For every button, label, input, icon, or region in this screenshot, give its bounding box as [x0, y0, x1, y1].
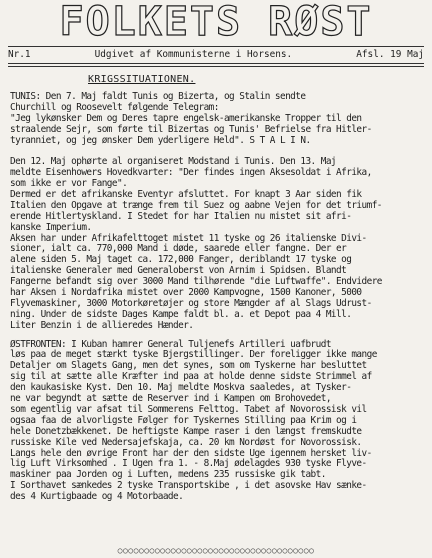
tunis-text-line: Churchill og Roosevelt følgende Telegram:	[10, 101, 219, 113]
tunis-section	[10, 92, 426, 332]
tunis-text-line: har Aksen i Nordafrika mistet over 2000 Kampvogne, 1500 Kanoner, 5000	[10, 287, 362, 299]
tunis-text-line: Flyvemaskiner, 3000 Motorkøretøjer og store Mængder af al Slags Udrust-	[10, 297, 372, 309]
tunis-text-line: Italien den Opgave at trænge frem til Suez og aabne Vejen for det triumf-	[10, 199, 382, 211]
eastern-front-text-line: sig til at sætte alle Kræfter ind paa at holde denne sidste Strimmel af	[10, 371, 372, 383]
eastern-front-text-line: des 4 Kurtigbaade og 4 Motorbaade.	[10, 491, 184, 503]
tunis-text-line: straalende Sejr, som førte til Bizertas og Tunis' Befrielse fra Hitler-	[10, 123, 372, 135]
tunis-text-line: som ikke er vor Fange".	[10, 178, 128, 190]
tunis-text-line: tyranniet, og jeg ønsker Dem yderligere Held". S T A L I N.	[10, 134, 311, 146]
eastern-front-text-line: ØSTFRONTEN: I Kuban hamrer General Tuljenefs Artilleri uafbrudt	[10, 338, 331, 350]
eastern-front-text-line: ogsaa faa de alvorligste Følger for Tyskernes Stilling paa Krim og i	[10, 414, 357, 426]
tunis-text-line: meldte Eisenhowers Hovedkvarter: "Der findes ingen Aksesoldat i Afrika,	[10, 167, 372, 179]
eastern-front-text-line: ne var begyndt at sætte de Reserver ind i Kampen om Brohovedet,	[10, 393, 331, 405]
tunis-text-line: kanske Imperium.	[10, 221, 92, 233]
tunis-text-line: erende Hitlertyskland. I Stedet for har Italien nu mistet sit afri-	[10, 210, 352, 222]
tunis-text-line: "Jeg lykønsker Dem og Deres tapre engelsk-amerikanske Tropper til den	[10, 112, 362, 124]
tunis-text-line: ning. Under de sidste Dages Kampe faldt bl. a. et Depot paa 4 Mill.	[10, 308, 352, 320]
masthead-rule	[8, 46, 424, 47]
eastern-front-text-line: den kaukasiske Kyst. Den 10. Maj meldte Moskva saaledes, at Tysker-	[10, 382, 352, 394]
eastern-front-text-line: I Sorthavet sænkedes 2 tyske Transportskibe , i det asovske Hav sænke-	[10, 480, 367, 492]
eastern-front-text-line: Langs hele den øvrige Front har der den sidste Uge igennem hersket liv-	[10, 447, 372, 459]
masthead-title: FOLKETS RØST	[59, 0, 373, 45]
tunis-text-line: Liter Benzin i de allieredes Hænder.	[10, 319, 194, 331]
eastern-front-text-line: hele Donetzbækkenet. De heftigste Kampe raser i den længst fremskudte	[10, 425, 362, 437]
eastern-front-text-line: løs paa de meget stærkt tyske Bjergstillinger. Der foreligger ikke mange	[10, 349, 377, 361]
tunis-text-line: TUNIS: Den 7. Maj faldt Tunis og Bizerta, og Stalin sendte	[10, 91, 306, 102]
publisher-line: Udgivet af Kommunisterne i Horsens.	[94, 49, 293, 60]
tunis-text-line: Dermed er det afrikanske Eventyr afsluttet. For knapt 3 Aar siden fik	[10, 189, 362, 201]
masthead	[0, 0, 432, 44]
issue-number: Nr.1	[8, 49, 31, 60]
tunis-text-line: sioner, ialt ca. 770,000 Mand i døde, saarede eller fangne. Der er	[10, 243, 347, 255]
eastern-front-section	[10, 340, 426, 503]
footer-divider: ○○○○○○○○○○○○○○○○○○○○○○○○○○○○○○○○○○○○○	[117, 546, 315, 555]
eastern-front-text-line: lig Luft Virksomhed . I Ugen fra 1. - 8.Maj ødelagdes 930 tyske Flyve-	[10, 458, 367, 470]
eastern-front-text-line: Detaljer om Slagets Gang, men det synes, som om Tyskerne har besluttet	[10, 360, 367, 372]
tunis-text-line: italienske Generaler med Generaloberst von Arnim i Spidsen. Blandt	[10, 265, 347, 277]
eastern-front-text-line: russiske Kile ved Nedersajefskaja, ca. 20 km Nordøst for Novorossisk.	[10, 436, 362, 448]
tunis-text-line: Den 12. Maj ophørte al organiseret Modstand i Tunis. Den 13. Maj	[10, 156, 337, 168]
tunis-text-line: alene siden 5. Maj taget ca. 172,000 Fanger, deriblandt 17 tyske og	[10, 254, 352, 266]
info-rule-top	[8, 63, 424, 64]
info-rule-bottom	[8, 66, 424, 67]
section-heading: KRIGSSITUATIONEN.	[88, 74, 196, 85]
tunis-text-line: Fangerne befandt sig over 3000 Mand tilhørende "die Luftwaffe". Endvidere	[10, 276, 382, 288]
eastern-front-text-line: maskiner paa Jorden og i Luften, medens 235 russiske gik tabt.	[10, 469, 326, 481]
issue-date: Afsl. 19 Maj	[356, 49, 424, 60]
eastern-front-text-line: som egentlig var afsat til Sommerens Felttog. Tabet af Novorossisk vil	[10, 403, 367, 415]
tunis-text-line: Aksen har under Afrikafelttoget mistet 11 tyske og 26 italienske Divi-	[10, 232, 367, 244]
article-body	[10, 74, 426, 503]
info-line	[8, 48, 424, 62]
